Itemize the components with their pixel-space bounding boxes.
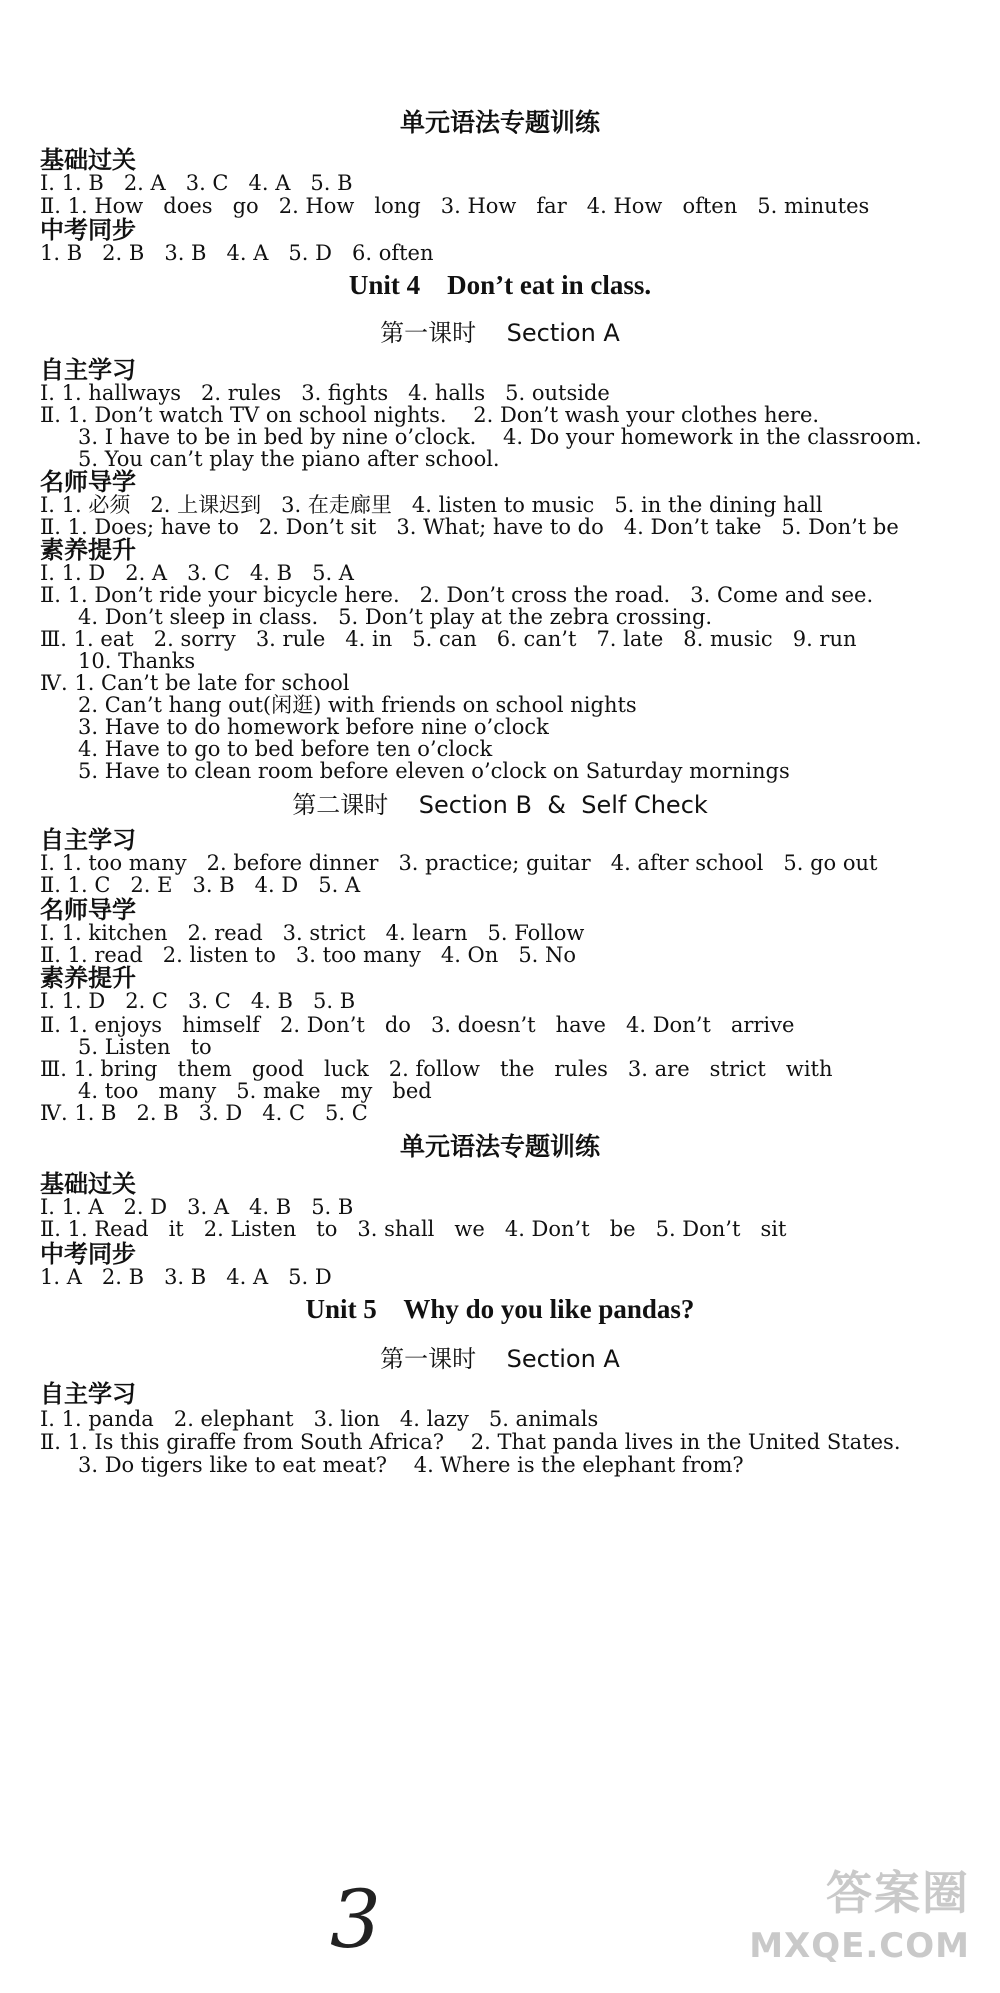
watermark xyxy=(730,1863,970,1983)
heading-improvement: 素养提升 xyxy=(40,536,136,564)
watermark-url: MXQE.COM xyxy=(749,1926,970,1966)
page-number: 3 xyxy=(330,1873,381,1966)
answer-line: 4. Have to go to bed before ten o’clock xyxy=(78,737,493,761)
unit-4-title: Unit 4 Don’t eat in class. xyxy=(348,270,652,300)
answer-line: 5. Listen to xyxy=(78,1035,212,1059)
answer-line: Ⅱ. 1. Does; have to 2. Don’t sit 3. What; have to do 4. Don’t take 5. Don’t be xyxy=(40,515,899,539)
answer-line: Ⅱ. 1. Don’t ride your bicycle here. 2. Don’t cross the road. 3. Come and see. xyxy=(40,583,874,607)
heading-exam-2: 中考同步 xyxy=(40,1240,136,1268)
answer-line: Ⅰ. 1. kitchen 2. read 3. strict 4. learn 5. Follow xyxy=(40,921,585,945)
heading-improvement: 素养提升 xyxy=(40,964,136,992)
lesson-title-u5-l1: 第一课时 Section A xyxy=(380,1345,620,1373)
answer-line: Ⅱ. 1. read 2. listen to 3. too many 4. On 5. No xyxy=(40,943,577,967)
answer-line: Ⅰ. 1. hallways 2. rules 3. fights 4. halls 5. outside xyxy=(40,381,610,405)
heading-teacher-guide: 名师导学 xyxy=(40,896,136,924)
answer-line: Ⅰ. 1. too many 2. before dinner 3. practice; guitar 4. after school 5. go out xyxy=(40,851,878,875)
answer-line: Ⅰ. 1. A 2. D 3. A 4. B 5. B xyxy=(40,1195,354,1219)
answer-line: 2. Can’t hang out(闲逛) with friends on school nights xyxy=(78,693,637,717)
answer-line: Ⅲ. 1. eat 2. sorry 3. rule 4. in 5. can 6. can’t 7. late 8. music 9. run xyxy=(40,627,857,651)
heading-teacher-guide: 名师导学 xyxy=(40,468,136,496)
heading-self-study: 自主学习 xyxy=(40,1380,136,1408)
answer-line: 5. Have to clean room before eleven o’clock on Saturday mornings xyxy=(78,759,790,783)
answer-line: Ⅰ. 1. D 2. A 3. C 4. B 5. A xyxy=(40,561,354,585)
heading-self-study: 自主学习 xyxy=(40,826,136,854)
answer-line: 1. A 2. B 3. B 4. A 5. D xyxy=(40,1265,332,1289)
unit-5-title: Unit 5 Why do you like pandas? xyxy=(305,1294,695,1324)
heading-basic-2: 基础过关 xyxy=(40,1170,136,1198)
answer-line: Ⅳ. 1. B 2. B 3. D 4. C 5. C xyxy=(40,1101,368,1125)
answer-line: 3. Have to do homework before nine o’clock xyxy=(78,715,549,739)
answer-line: Ⅰ. 1. panda 2. elephant 3. lion 4. lazy 5. animals xyxy=(40,1407,599,1431)
answer-line: 5. You can’t play the piano after school. xyxy=(78,447,500,471)
section-title-grammar-2: 单元语法专题训练 xyxy=(399,1132,600,1161)
answer-line: 3. Do tigers like to eat meat? 4. Where is the elephant from? xyxy=(78,1453,744,1477)
answer-line: Ⅰ. 1. 必须 2. 上课迟到 3. 在走廊里 4. listen to music 5. in the dining hall xyxy=(40,493,823,517)
answer-line: 10. Thanks xyxy=(78,649,196,673)
answer-line: Ⅲ. 1. bring them good luck 2. follow the rules 3. are strict with xyxy=(40,1057,833,1081)
answer-line: 3. I have to be in bed by nine o’clock. 4. Do your homework in the classroom. xyxy=(78,425,922,449)
answer-line: Ⅱ. 1. How does go 2. How long 3. How far 4. How often 5. minutes xyxy=(40,194,870,218)
lesson-title-u4-l1: 第一课时 Section A xyxy=(380,319,620,347)
answer-line: 1. B 2. B 3. B 4. A 5. D 6. often xyxy=(40,241,434,265)
lesson-title-u4-l2: 第二课时 Section B & Self Check xyxy=(292,791,708,819)
heading-basic-1: 基础过关 xyxy=(40,146,136,174)
answer-line: Ⅱ. 1. Is this giraffe from South Africa? 2. That panda lives in the United States. xyxy=(40,1430,901,1454)
answer-line: Ⅱ. 1. Read it 2. Listen to 3. shall we 4. Don’t be 5. Don’t sit xyxy=(40,1217,787,1241)
heading-self-study: 自主学习 xyxy=(40,356,136,384)
answer-line: Ⅱ. 1. Don’t watch TV on school nights. 2. Don’t wash your clothes here. xyxy=(40,403,820,427)
answer-line: 4. too many 5. make my bed xyxy=(78,1079,432,1103)
section-title-grammar-1: 单元语法专题训练 xyxy=(399,108,600,137)
answer-line: 4. Don’t sleep in class. 5. Don’t play at the zebra crossing. xyxy=(78,605,713,629)
watermark-logo-text: 答案圈 xyxy=(826,1866,970,1920)
heading-exam-1: 中考同步 xyxy=(40,216,136,244)
answer-line: Ⅱ. 1. C 2. E 3. B 4. D 5. A xyxy=(40,873,361,897)
answer-line: Ⅱ. 1. enjoys himself 2. Don’t do 3. doesn’t have 4. Don’t arrive xyxy=(40,1013,795,1037)
answer-line: Ⅰ. 1. B 2. A 3. C 4. A 5. B xyxy=(40,171,353,195)
answer-line: Ⅳ. 1. Can’t be late for school xyxy=(40,671,350,695)
answer-line: Ⅰ. 1. D 2. C 3. C 4. B 5. B xyxy=(40,989,356,1013)
